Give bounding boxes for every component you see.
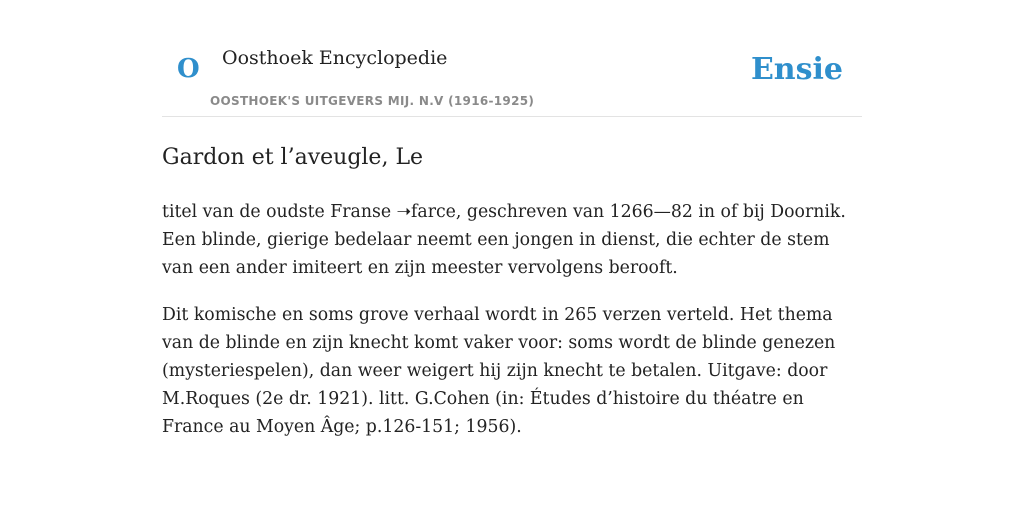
paragraph-1-text-end: , geschreven van 1266—82 in of bij Doornik. Een blinde, gierige bedelaar neemt een jongen in dienst, die echter de stem van een ander imiteert en zijn meester vervolgens berooft. — [162, 202, 846, 278]
source-header — [162, 0, 862, 117]
source-logo[interactable]: O — [177, 54, 200, 84]
source-title-link[interactable]: Oosthoek Encyclopedie — [222, 47, 448, 69]
source-subtitle: OOSTHOEK'S UITGEVERS MIJ. N.V (1916-1925) — [210, 94, 535, 108]
entry-title: Gardon et l’aveugle, Le — [162, 145, 424, 170]
paragraph-1 — [162, 198, 862, 282]
brand-logo-link[interactable]: Ensie — [750, 52, 843, 87]
page — [162, 0, 862, 460]
paragraph-2: Dit komische en soms grove verhaal wordt in 265 verzen verteld. Het thema van de blinde en zijn knecht komt vaker voor: soms wordt de blinde genezen (mysteriespelen), dan weer weigert hij zijn knecht te betalen. Uitgave: door M.Roques (2e dr. 1921). litt. G.Cohen (in: Études d’histoire du théatre en France au Moyen Âge; p.126-151; 1956). — [162, 305, 836, 437]
paragraph-1-text-start: titel van de oudste Franse — [162, 202, 397, 222]
entry-body — [162, 198, 862, 441]
cross-reference-link[interactable]: ➝farce — [396, 202, 456, 222]
